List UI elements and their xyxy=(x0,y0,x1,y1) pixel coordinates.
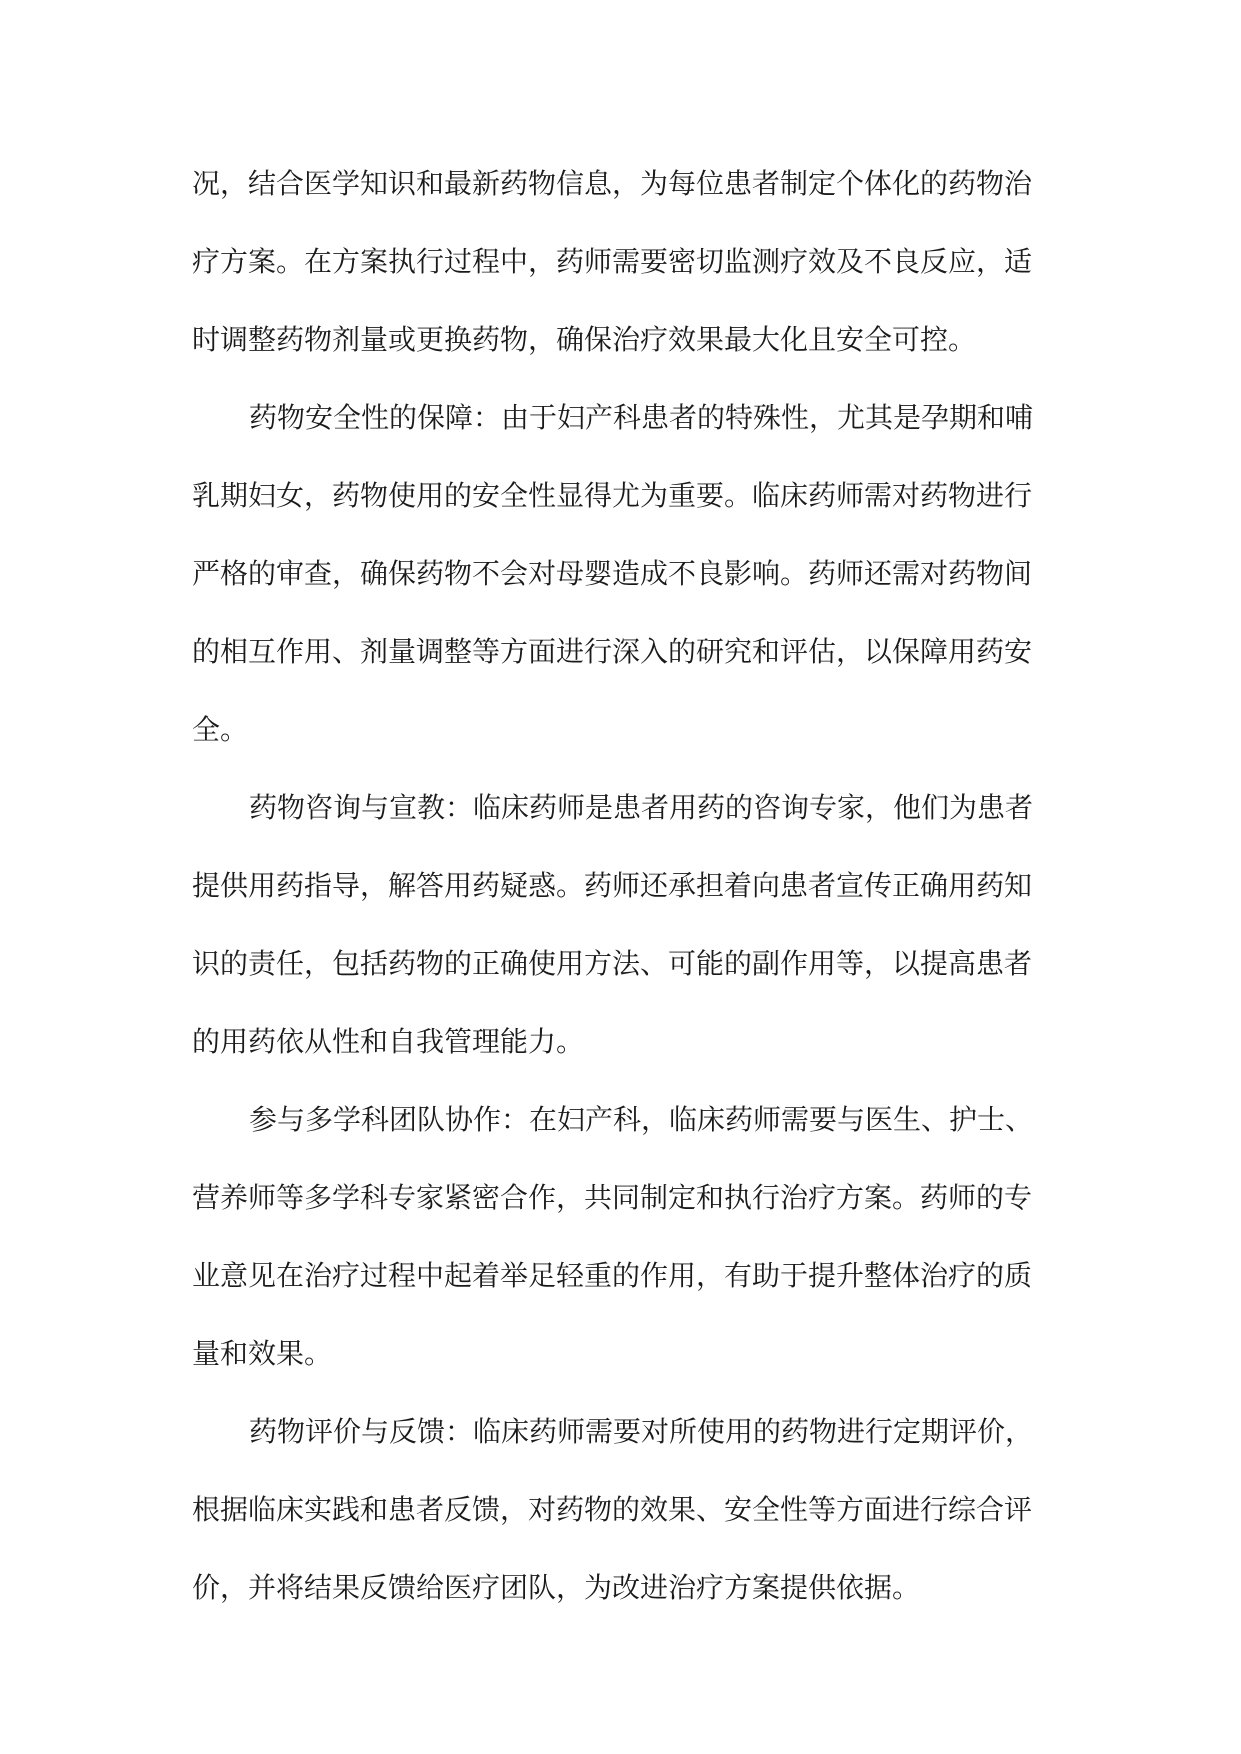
text-line: 价，并将结果反馈给医疗团队，为改进治疗方案提供依据。 xyxy=(192,1571,921,1604)
text-line: 疗方案。在方案执行过程中，药师需要密切监测疗效及不良反应，适 xyxy=(192,245,1033,278)
paragraph-heading-line: 药物咨询与宣教：临床药师是患者用药的咨询专家，他们为患者 xyxy=(249,791,1034,824)
text-line: 的相互作用、剂量调整等方面进行深入的研究和评估，以保障用药安 xyxy=(192,635,1033,668)
body-text xyxy=(192,145,1052,1627)
paragraph-heading-line: 参与多学科团队协作：在妇产科，临床药师需要与医生、护士、 xyxy=(249,1103,1034,1136)
text-line: 量和效果。 xyxy=(192,1337,333,1370)
text-line: 营养师等多学科专家紧密合作，共同制定和执行治疗方案。药师的专 xyxy=(192,1181,1033,1214)
text-line: 识的责任，包括药物的正确使用方法、可能的副作用等，以提高患者 xyxy=(192,947,1033,980)
text-line: 业意见在治疗过程中起着举足轻重的作用，有助于提升整体治疗的质 xyxy=(192,1259,1033,1292)
text-line: 况，结合医学知识和最新药物信息，为每位患者制定个体化的药物治 xyxy=(192,167,1033,200)
text-line: 全。 xyxy=(192,713,249,746)
text-line: 时调整药物剂量或更换药物，确保治疗效果最大化且安全可控。 xyxy=(192,323,977,356)
text-line: 的用药依从性和自我管理能力。 xyxy=(192,1025,585,1058)
text-line: 乳期妇女，药物使用的安全性显得尤为重要。临床药师需对药物进行 xyxy=(192,479,1033,512)
text-line: 提供用药指导，解答用药疑惑。药师还承担着向患者宣传正确用药知 xyxy=(192,869,1033,902)
text-line: 根据临床实践和患者反馈，对药物的效果、安全性等方面进行综合评 xyxy=(192,1493,1033,1526)
text-line: 严格的审查，确保药物不会对母婴造成不良影响。药师还需对药物间 xyxy=(192,557,1033,590)
paragraph-heading-line: 药物安全性的保障：由于妇产科患者的特殊性，尤其是孕期和哺 xyxy=(249,401,1034,434)
paragraph-heading-line: 药物评价与反馈：临床药师需要对所使用的药物进行定期评价， xyxy=(249,1415,1034,1448)
